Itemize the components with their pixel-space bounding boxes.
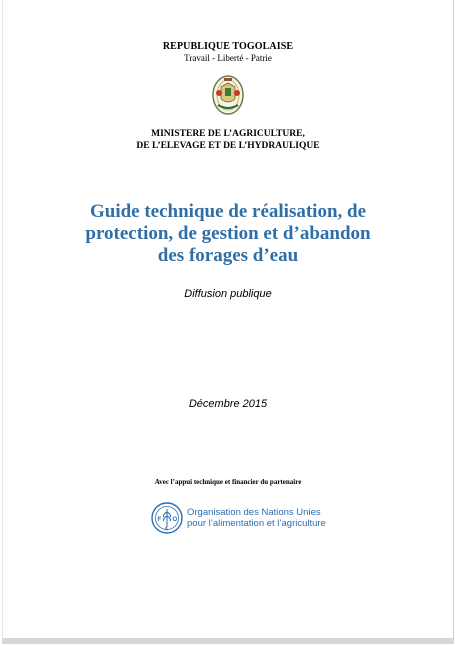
partner-line-2: pour l’alimentation et l’agriculture [187,518,326,529]
seal-container [3,71,453,117]
togo-coat-of-arms-icon [208,71,248,117]
title-line-2: protection, de gestion et d’abandon [85,223,371,244]
svg-text:O: O [172,517,178,523]
publication-date: Décembre 2015 [188,398,268,410]
title-line-3: des forages d’eau [157,245,299,266]
support-text: Avec l’appui technique et financier du partenaire [154,478,302,486]
title-line-1: Guide technique de réalisation, de [89,201,367,222]
fao-logo-icon [151,502,183,534]
partner-name [187,507,326,529]
ministry-line-1: MINISTERE DE L’AGRICULTURE, [151,129,305,139]
country-name: REPUBLIQUE TOGOLAISE [162,41,294,52]
ministry-name [3,128,453,152]
national-motto: Travail - Liberté - Patrie [184,53,272,63]
svg-text:A: A [164,526,169,533]
diffusion-label: Diffusion publique [184,288,272,300]
svg-text:F: F [157,517,162,523]
partner-block [151,502,326,534]
document-page [2,0,454,644]
ministry-line-2: DE L’ELEVAGE ET DE L’HYDRAULIQUE [136,141,320,151]
partner-line-1: Organisation des Nations Unies [187,507,321,518]
document-title [43,201,413,267]
